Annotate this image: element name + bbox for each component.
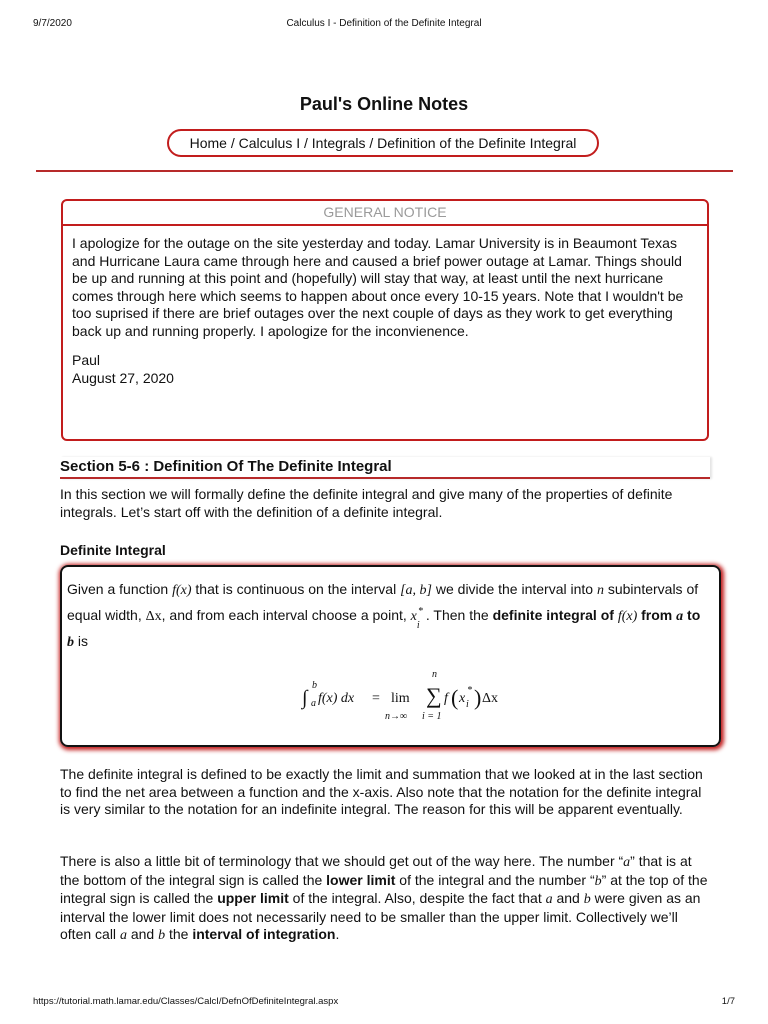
para-text: and xyxy=(126,926,159,942)
limit-subscript: n→∞ xyxy=(385,711,408,722)
delta-x: Δx xyxy=(482,691,499,706)
breadcrumb xyxy=(167,129,599,157)
sum-upper-bound: n xyxy=(432,669,437,680)
def-bold: from xyxy=(637,607,677,623)
math-xi-star: * xyxy=(417,606,423,617)
math-a: a xyxy=(623,855,631,870)
math-b: b xyxy=(594,873,602,889)
def-text: . Then the xyxy=(425,607,493,623)
breadcrumb-course[interactable]: Calculus I xyxy=(238,135,301,151)
math-b: b xyxy=(583,892,591,907)
terminology-paragraph xyxy=(60,853,710,945)
print-footer xyxy=(33,996,735,1010)
limit-operator: lim xyxy=(391,691,410,706)
function-f: f xyxy=(444,691,448,706)
def-text: Given a function xyxy=(67,581,173,597)
para-text: of the integral and the number “ xyxy=(395,871,595,888)
def-text: is xyxy=(74,633,88,649)
notice-body: I apologize for the outage on the site yesterday and today. Lamar University is in Beaumont Texas and Hurricane Laura came through here and caused a brief power outage at Lamar. Things should be up and running at this point and (hopefully) will stay that way, at least until the next hurricane comes through here which seems to happen about once every 10-15 years. Note that I wouldn't be too suprised if there are brief outages over the next couple of days as they work to get everything back up and running properly. I apologize for the inconvienence. xyxy=(72,235,684,339)
sample-point-index: i xyxy=(466,699,469,710)
para-text: the xyxy=(165,926,193,942)
definition-text xyxy=(67,577,707,655)
math-n: n xyxy=(596,583,604,598)
breadcrumb-current[interactable]: Definition of the Definite Integral xyxy=(377,135,577,151)
print-date: 9/7/2020 xyxy=(33,18,72,29)
header-divider xyxy=(36,170,733,172)
math-fx: f(x) xyxy=(172,583,192,598)
def-text: that is continuous on the interval xyxy=(191,581,401,597)
math-a: a xyxy=(119,928,127,943)
definite-integral-formula xyxy=(302,665,502,725)
para-text: ” at the top of the integral sign is called the xyxy=(60,871,708,906)
def-text: , and from each interval choose a point, xyxy=(161,607,411,623)
section-heading: Section 5-6 : Definition Of The Definite Integral xyxy=(60,457,710,479)
summation-sign: ∑ xyxy=(426,683,442,708)
sum-lower-bound: i = 1 xyxy=(422,711,442,722)
page-number: 1/7 xyxy=(721,996,735,1007)
page-url: https://tutorial.math.lamar.edu/Classes/CalcI/DefnOfDefiniteIntegral.aspx xyxy=(33,996,339,1007)
breadcrumb-separator: / xyxy=(226,135,239,151)
notice-heading: GENERAL NOTICE xyxy=(63,201,707,226)
integral-sign: ∫ xyxy=(302,687,308,709)
term-interval-of-integration: interval of integration xyxy=(192,926,336,942)
math-b: b xyxy=(158,928,166,943)
math-a: a xyxy=(676,609,684,624)
breadcrumb-separator: / xyxy=(300,135,312,151)
notice-date: August 27, 2020 xyxy=(72,369,174,386)
def-bold: to xyxy=(683,607,701,623)
definition-title: Definite Integral xyxy=(60,542,166,558)
sample-point-x: x xyxy=(459,691,466,706)
math-fx: f(x) xyxy=(617,609,638,624)
site-title[interactable]: Paul's Online Notes xyxy=(299,94,469,114)
paren-open: ( xyxy=(451,685,459,710)
definition-box xyxy=(60,565,721,747)
equals-sign: = xyxy=(372,691,380,706)
intro-paragraph: In this section we will formally define the definite integral and give many of the properties of definite integrals. Let’s start off with the definition of a definite integral. xyxy=(60,486,673,520)
math-xi-sub: i xyxy=(416,620,420,631)
def-text: we divide the interval into xyxy=(431,581,597,597)
upper-limit: b xyxy=(312,680,317,691)
def-bold: definite integral of xyxy=(492,607,618,623)
para-text: ” that is at the bottom of the integral sign is called the xyxy=(60,853,692,888)
integrand: f(x) dx xyxy=(318,691,355,706)
math-xi: x xyxy=(410,609,417,624)
definition-explanation-paragraph: The definite integral is defined to be exactly the limit and summation that we looked at in the last section to find the net area between a function and the x-axis. Also note that the notation for the definite integral is very similar to the notation for an indefinite integral. The reason for this will be apparent eventually. xyxy=(60,766,703,817)
breadcrumb-home[interactable]: Home xyxy=(189,135,227,151)
print-title: Calculus I - Definition of the Definite Integral xyxy=(286,18,482,29)
sample-point-star: * xyxy=(467,685,472,696)
math-a: a xyxy=(545,892,553,907)
math-b: b xyxy=(67,635,74,650)
paren-close: ) xyxy=(474,685,482,710)
para-text: There is also a little bit of terminology that we should get out of the way here. The number “ xyxy=(60,853,624,869)
term-upper-limit: upper limit xyxy=(217,890,289,906)
term-lower-limit: lower limit xyxy=(326,871,396,888)
math-interval: [a, b] xyxy=(400,583,432,598)
para-text: were given as an interval the lower limit does not necessarily need to be smaller than the upper limit. Collectively we’ll often call xyxy=(60,890,701,942)
breadcrumb-chapter[interactable]: Integrals xyxy=(311,135,366,151)
para-text: and xyxy=(552,890,584,906)
notice-signature: Paul xyxy=(72,352,101,368)
para-text: . xyxy=(335,926,340,942)
general-notice xyxy=(61,199,709,441)
para-text: of the integral. Also, despite the fact that xyxy=(288,890,546,906)
breadcrumb-separator: / xyxy=(365,135,378,151)
math-dx: Δx xyxy=(145,609,162,624)
def-text: subintervals of equal width, xyxy=(67,581,699,623)
lower-limit: a xyxy=(311,698,316,709)
print-header xyxy=(33,18,735,32)
